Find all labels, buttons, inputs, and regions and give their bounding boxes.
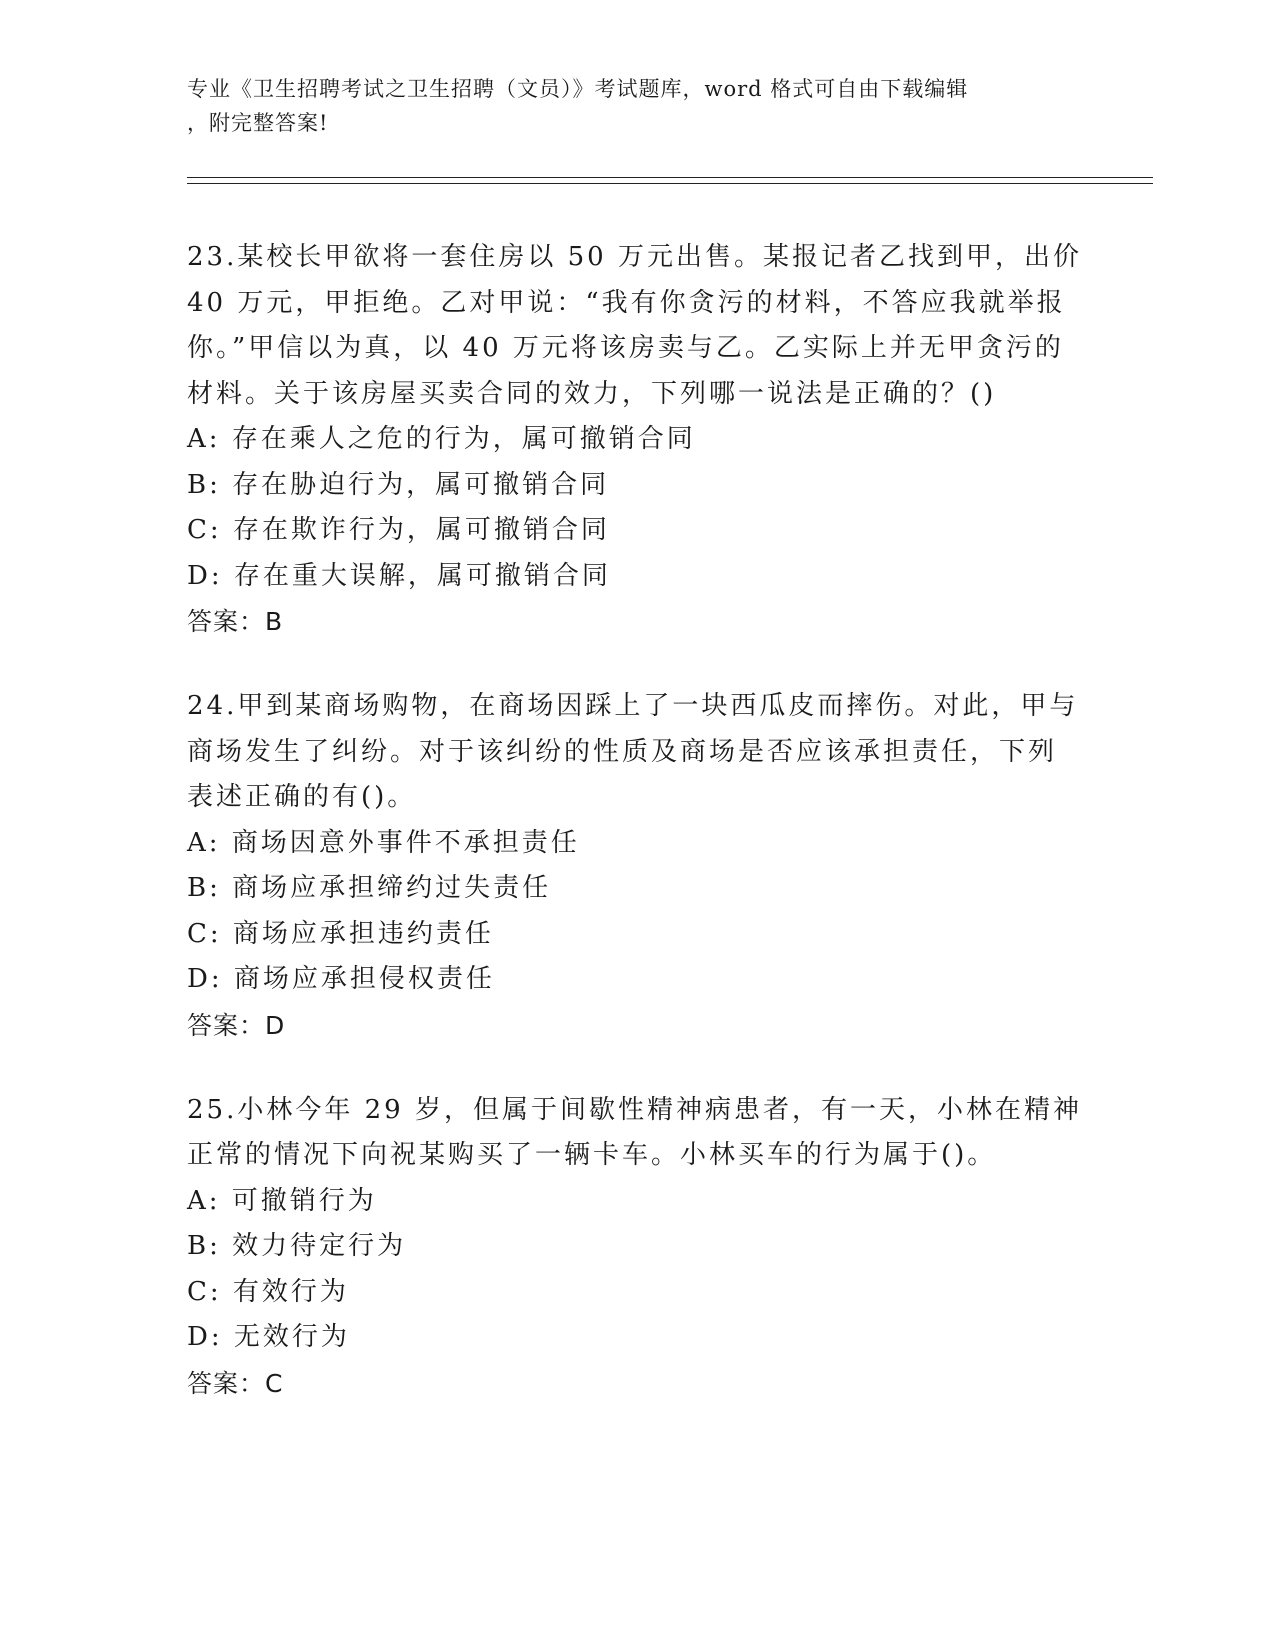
option-d: D: 无效行为 xyxy=(187,1322,350,1352)
header-line-1: 专业《卫生招聘考试之卫生招聘（文员）》考试题库，word 格式可自由下载编辑 xyxy=(187,77,969,101)
answer: 答案：C xyxy=(187,1368,284,1398)
stem-line: 23.某校长甲欲将一套住房以 50 万元出售。某报记者乙找到甲，出价 xyxy=(187,242,1082,272)
stem-line: 正常的情况下向祝某购买了一辆卡车。小林买车的行为属于()。 xyxy=(187,1140,997,1170)
header-divider-bottom xyxy=(187,183,1153,184)
option-c: C: 商场应承担违约责任 xyxy=(187,918,494,949)
header-divider-top xyxy=(187,177,1153,178)
option-c: C: 有效行为 xyxy=(187,1276,349,1307)
option-b: B: 存在胁迫行为，属可撤销合同 xyxy=(187,469,610,500)
question-23 xyxy=(187,235,1087,644)
document-header xyxy=(187,72,1087,140)
answer: 答案：D xyxy=(187,1010,286,1040)
stem-line: 25.小林今年 29 岁，但属于间歇性精神病患者，有一天，小林在精神 xyxy=(187,1094,1082,1125)
option-b: B: 商场应承担缔约过失责任 xyxy=(187,873,552,903)
option-c: C: 存在欺诈行为，属可撤销合同 xyxy=(187,515,610,545)
question-list xyxy=(187,235,1087,1446)
option-a: A: 商场因意外事件不承担责任 xyxy=(187,827,580,858)
question-25 xyxy=(187,1088,1087,1406)
option-a: A: 存在乘人之危的行为，属可撤销合同 xyxy=(187,424,696,454)
answer: 答案：B xyxy=(187,607,284,636)
stem-line: 40 万元，甲拒绝。乙对甲说：“我有你贪污的材料，不答应我就举报 xyxy=(187,287,1066,318)
stem-line: 材料。关于该房屋买卖合同的效力，下列哪一说法是正确的？() xyxy=(187,378,997,409)
option-b: B: 效力待定行为 xyxy=(187,1231,407,1261)
stem-line: 24.甲到某商场购物，在商场因踩上了一块西瓜皮而摔伤。对此，甲与 xyxy=(187,691,1079,721)
question-24 xyxy=(187,684,1087,1048)
question-stem xyxy=(187,684,1087,821)
question-stem xyxy=(187,235,1087,417)
stem-line: 你。”甲信以为真，以 40 万元将该房卖与乙。乙实际上并无甲贪污的 xyxy=(187,333,1064,363)
stem-line: 表述正确的有()。 xyxy=(187,782,417,812)
header-line-2: ，附完整答案! xyxy=(187,111,329,135)
question-stem xyxy=(187,1088,1087,1179)
stem-line: 商场发生了纠纷。对于该纠纷的性质及商场是否应该承担责任，下列 xyxy=(187,736,1058,767)
option-d: D: 商场应承担侵权责任 xyxy=(187,964,495,994)
option-d: D: 存在重大误解，属可撤销合同 xyxy=(187,560,611,591)
option-a: A: 可撤销行为 xyxy=(187,1185,377,1216)
